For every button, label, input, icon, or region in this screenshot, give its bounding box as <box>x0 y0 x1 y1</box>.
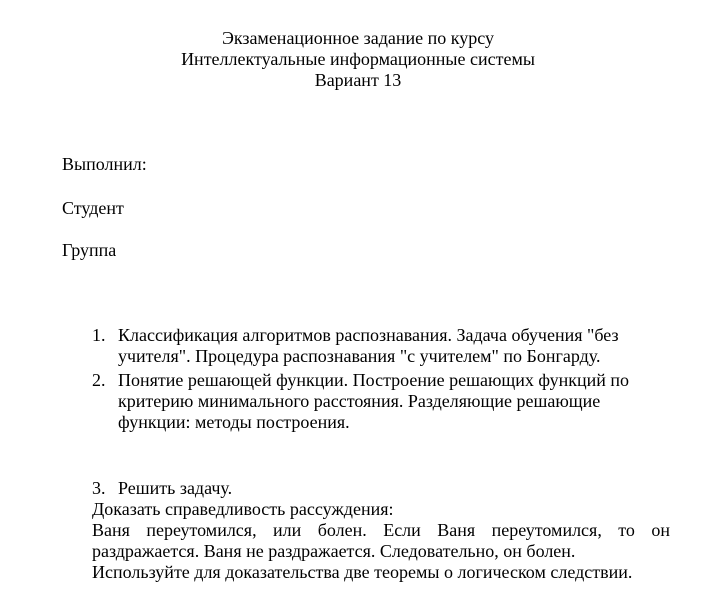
task-body: Ваня переутомился, или болен. Если Ваня переутомился, то он раздражается. Ваня не раздражается. Следовательно, он болен. <box>92 520 670 561</box>
task-intro: Доказать справедливость рассуждения: <box>92 499 394 519</box>
performed-label: Выполнил: <box>62 154 147 174</box>
course-title: Экзаменационное задание по курсу <box>221 28 495 48</box>
question-1: 1. Классификация алгоритмов распознавания. Задача обучения "без учителя". Процедура распознавания "с учителем" по Бонгарду. <box>92 325 619 366</box>
student-label: Студент <box>62 198 124 218</box>
question-2: 2. Понятие решающей функции. Построение решающих функций по критерию минимального расстояния. Разделяющие решающие функции: методы построения. <box>92 370 630 432</box>
header <box>0 28 716 91</box>
course-name: Интеллектуальные информационные системы <box>181 49 535 69</box>
question-3: 3. Решить задачу. <box>92 478 233 498</box>
group-label: Группа <box>62 240 117 260</box>
task-instruction: Используйте для доказательства две теоремы о логическом следствии. <box>92 562 633 582</box>
variant: Вариант 13 <box>314 70 402 90</box>
